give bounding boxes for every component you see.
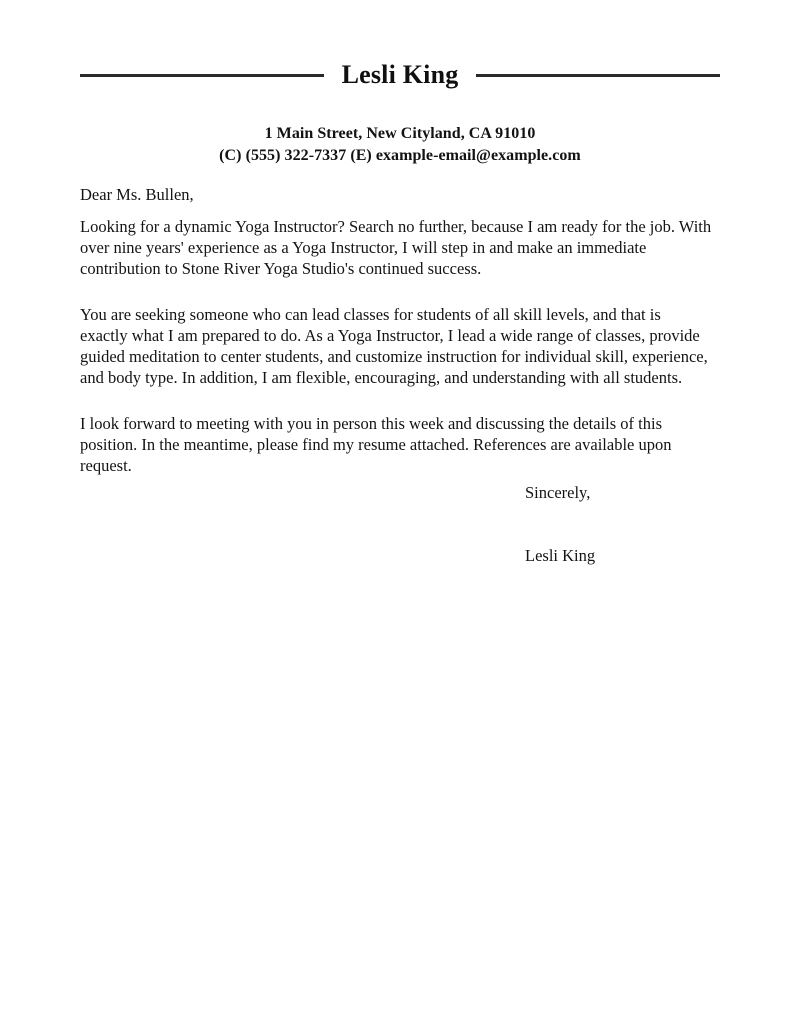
letterhead — [0, 0, 800, 165]
name-heading-row — [0, 44, 800, 107]
letter-paragraph-3: I look forward to meeting with you in person this week and discussing the details of this position. In the meantime, please find my resume attached. References are available upon request. — [80, 414, 672, 476]
letter-body — [0, 184, 800, 566]
closing-block — [80, 482, 712, 566]
closing-salutation: Sincerely, — [525, 483, 591, 503]
page-title: Lesli King — [341, 60, 459, 90]
letter-paragraph-1: Looking for a dynamic Yoga Instructor? Search no further, because I am ready for the job. With over nine years' experience as a Yoga Instructor, I will step in and make an immediate contribution to Stone River Yoga Studio's continued success. — [80, 217, 712, 279]
signature-name: Lesli King — [525, 546, 596, 566]
contact-phone-email: (C) (555) 322-7337 (E) example-email@example.com — [219, 147, 581, 165]
letter-paragraph-2: You are seeking someone who can lead classes for students of all skill levels, and that is exactly what I am prepared to do. As a Yoga Instructor, I lead a wide range of classes, provide guided meditation to center students, and customize instruction for individual skill, experience, and body type. In addition, I am flexible, encouraging, and understanding with all students. — [80, 305, 708, 388]
salutation: Dear Ms. Bullen, — [80, 185, 194, 205]
header-rule-left — [80, 74, 324, 77]
header-rule-right — [476, 74, 720, 77]
contact-address: 1 Main Street, New Cityland, CA 91010 — [264, 125, 536, 143]
